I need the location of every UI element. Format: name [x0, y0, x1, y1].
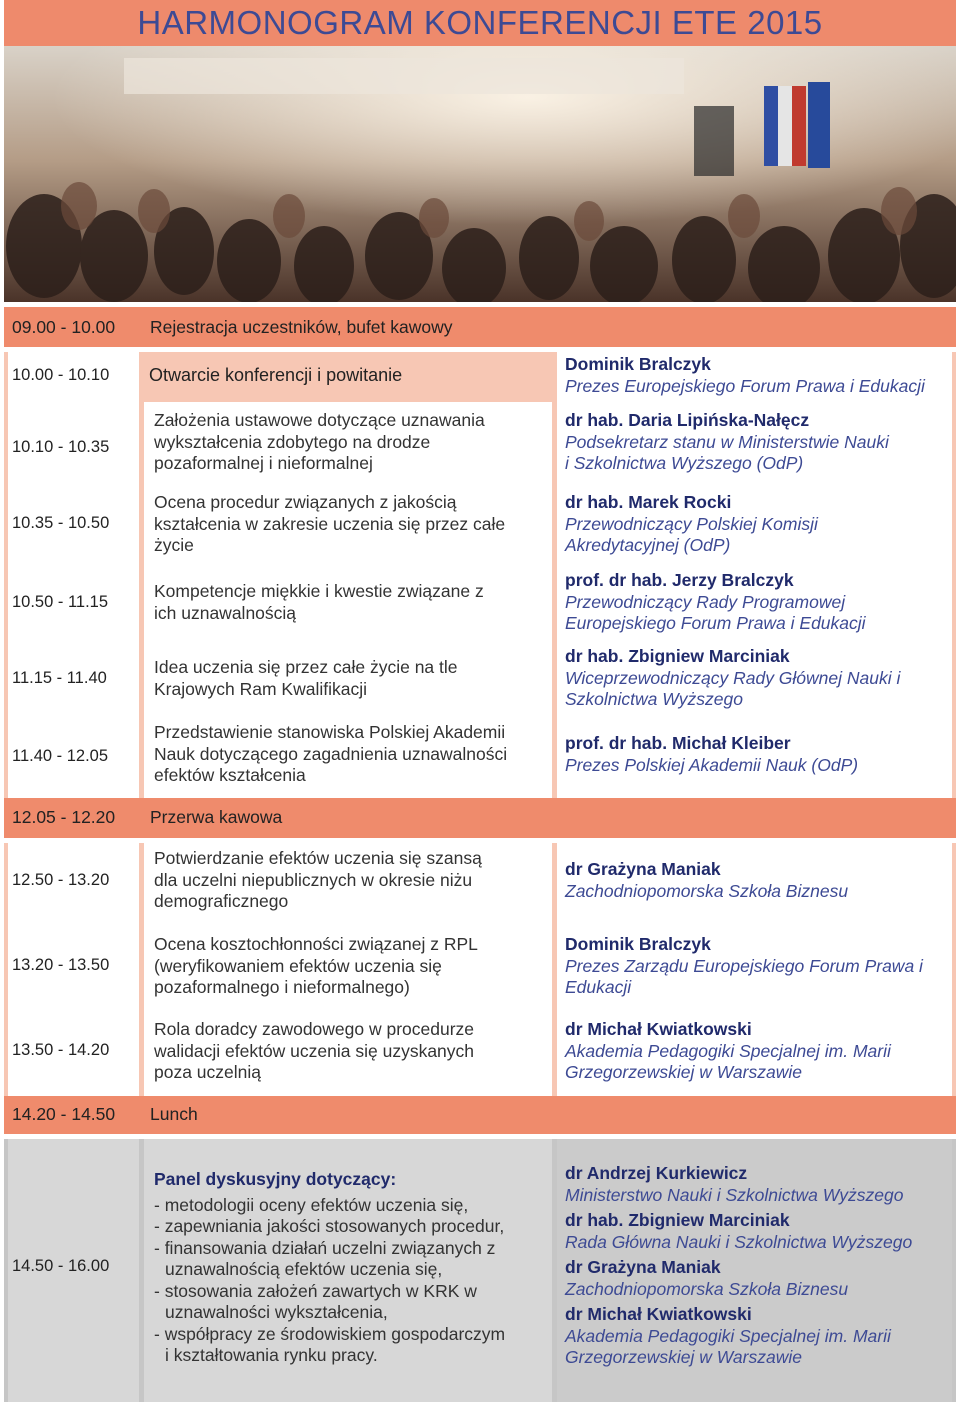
topic-line: Rola doradcy zawodowego w procedurze: [154, 1019, 475, 1039]
speaker-name: dr hab. Marek Rocki: [565, 492, 732, 512]
afternoon-block: [4, 843, 956, 1096]
session-topic: [154, 848, 482, 913]
speaker-role: Zachodniopomorska Szkoła Biznesu: [565, 880, 849, 901]
topic-line: ich uznawalnością: [154, 602, 297, 623]
speaker-role: Europejskiego Forum Prawa i Edukacji: [565, 613, 866, 633]
list-item: uznawalności wykształcenia,: [165, 1302, 388, 1322]
panel-topics: [154, 1169, 554, 1367]
speaker-role: Akademia Pedagogiki Specjalnej im. Marii Grzegorzewskiej w Warszawie: [565, 1325, 891, 1367]
session-time: 13.20 - 13.50: [12, 956, 110, 974]
panel-title: Panel dyskusyjny dotyczący:: [154, 1169, 397, 1189]
session-topic: [154, 492, 505, 557]
list-item: - współpracy ze środowiskiem gospodarczym: [154, 1323, 506, 1344]
speaker-role: Ministerstwo Nauki i Szkolnictwa Wyższego: [565, 1184, 904, 1205]
break-row-coffee: [4, 798, 956, 838]
speaker-name: prof. dr hab. Jerzy Bralczyk: [565, 570, 794, 590]
session-topic: [154, 581, 484, 624]
panel-time: 14.50 - 16.00: [12, 1257, 110, 1275]
speaker-role: Wiceprzewodniczący Rady Głównej Nauki i: [565, 667, 901, 688]
session-speaker: [565, 1019, 891, 1084]
session-time: 10.50 - 11.15: [12, 593, 109, 611]
speaker-role: Prezes Europejskiego Forum Prawa i Edukacji: [565, 375, 925, 396]
session-time: 11.40 - 12.05: [12, 747, 109, 765]
session-speaker: [565, 646, 900, 711]
break-time: 14.20 - 14.50: [12, 1104, 116, 1124]
topic-line: Założenia ustawowe dotyczące uznawania: [154, 410, 485, 430]
morning-time-column: [8, 352, 139, 798]
speaker-name: dr hab. Zbigniew Marciniak: [565, 646, 790, 666]
topic-line: Ocena kosztochłonności związanej z RPL: [154, 934, 478, 954]
session-time: 12.50 - 13.20: [12, 871, 110, 889]
topic-line: demograficznego: [154, 891, 289, 911]
topic-line: Krajowych Ram Kwalifikacji: [154, 678, 367, 699]
speaker-name: dr Andrzej Kurkiewicz: [565, 1163, 748, 1183]
speaker-role: Podsekretarz stanu w Ministerstwie Nauki: [565, 431, 889, 452]
session-time: 13.50 - 14.20: [12, 1041, 110, 1059]
audience-illustration: [4, 46, 956, 302]
session-speaker: [565, 492, 818, 557]
speaker-name: dr Michał Kwiatkowski: [565, 1019, 752, 1039]
list-item: - zapewniania jakości stosowanych procedur,: [154, 1216, 505, 1236]
session-speaker: [565, 934, 923, 999]
topic-line: Idea uczenia się przez całe życie na tle: [154, 657, 458, 677]
speaker-role: i Szkolnictwa Wyższego (OdP): [565, 453, 804, 473]
speaker-name: Dominik Bralczyk: [565, 354, 711, 374]
list-item: - metodologii oceny efektów uczenia się,: [154, 1194, 469, 1215]
topic-line: pozaformalnego i nieformalnego): [154, 977, 410, 997]
speaker-role: Grzegorzewskiej w Warszawie: [565, 1062, 802, 1082]
list-item: - finansowania działań uczelni związanych z: [154, 1237, 496, 1258]
topic-line: dla uczelni niepublicznych w okresie niżu: [154, 869, 473, 890]
speaker-role: Zachodniopomorska Szkoła Biznesu: [565, 1278, 849, 1299]
list-item: uznawalnością efektów uczenia się,: [165, 1259, 443, 1279]
morning-block: [4, 352, 956, 798]
session-topic: [154, 1019, 474, 1084]
topic-line: wykształcenia zdobytego na drodze: [154, 431, 431, 452]
topic-line: poza uczelnią: [154, 1062, 262, 1082]
session-topic: [154, 934, 478, 999]
session-speaker: [565, 570, 866, 635]
session-speaker: [565, 410, 889, 475]
topic-line: (weryfikowaniem efektów uczenia się: [154, 955, 442, 976]
break-label: Lunch: [150, 1104, 198, 1124]
break-time: 09.00 - 10.00: [12, 317, 116, 337]
page-title: HARMONOGRAM KONFERENCJI ETE 2015: [137, 4, 823, 41]
speaker-role: Szkolnictwa Wyższego: [565, 689, 743, 709]
topic-line: życie: [154, 535, 194, 555]
session-time: 11.15 - 11.40: [12, 669, 107, 687]
speaker-role: Prezes Polskiej Akademii Nauk (OdP): [565, 754, 859, 775]
speaker-name: dr hab. Zbigniew Marciniak: [565, 1210, 790, 1230]
topic-line: Nauk dotyczącego zagadnienia uznawalności: [154, 743, 508, 764]
topic-line: walidacji efektów uczenia się uzyskanych: [154, 1040, 475, 1061]
break-label: Rejestracja uczestników, bufet kawowy: [150, 317, 453, 337]
conference-photo: [4, 46, 956, 302]
speaker-role: Akademia Pedagogiki Specjalnej im. Marii: [565, 1040, 891, 1061]
break-label: Przerwa kawowa: [150, 807, 283, 827]
topic-line: Ocena procedur związanych z jakością: [154, 492, 457, 512]
session-time: 10.10 - 10.35: [12, 438, 110, 456]
topic-line: pozaformalnej i nieformalnej: [154, 453, 373, 473]
speaker-name: prof. dr hab. Michał Kleiber: [565, 733, 791, 753]
speaker-role: Edukacji: [565, 977, 632, 997]
list-item: - stosowania założeń zawartych w KRK w: [154, 1280, 477, 1301]
break-time: 12.05 - 12.20: [12, 807, 116, 827]
topic-line: Kompetencje miękkie i kwestie związane z: [154, 581, 484, 601]
session-topic: [154, 722, 507, 787]
session-speaker: [565, 733, 858, 776]
opening-speaker: [565, 354, 925, 397]
topic-line: Potwierdzanie efektów uczenia się szansą: [154, 848, 482, 868]
topic-line: kształcenia w zakresie uczenia się przez całe: [154, 513, 506, 534]
session-topic: [154, 410, 485, 475]
speaker-role: Rada Główna Nauki i Szkolnictwa Wyższego: [565, 1231, 913, 1252]
opening-time: 10.00 - 10.10: [12, 366, 110, 384]
speaker-name: dr hab. Daria Lipińska-Nałęcz: [565, 410, 810, 430]
break-row-lunch: [4, 1096, 956, 1134]
speaker-name: Dominik Bralczyk: [565, 934, 711, 954]
break-row-registration: [4, 307, 956, 347]
speaker-name: dr Michał Kwiatkowski: [565, 1304, 752, 1324]
session-topic: [154, 657, 458, 700]
speaker-role: Przewodniczący Rady Programowej: [565, 591, 846, 612]
session-time: 10.35 - 10.50: [12, 514, 110, 532]
list-item: i kształtowania rynku pracy.: [165, 1345, 378, 1365]
speaker-role: Prezes Zarządu Europejskiego Forum Prawa i: [565, 955, 923, 976]
panel-block: [4, 1139, 956, 1402]
speaker-role: Przewodniczący Polskiej Komisji: [565, 513, 818, 534]
header-bar: [4, 0, 956, 46]
speaker-name: dr Grażyna Maniak: [565, 1257, 721, 1277]
speaker-name: dr Grażyna Maniak: [565, 859, 721, 879]
topic-line: efektów kształcenia: [154, 765, 306, 785]
panel-speakers: [565, 1163, 912, 1369]
opening-label: Otwarcie konferencji i powitanie: [149, 365, 403, 385]
panel-list: [154, 1195, 554, 1367]
topic-line: Przedstawienie stanowiska Polskiej Akademii: [154, 722, 506, 742]
speaker-role: Akredytacyjnej (OdP): [565, 535, 731, 555]
session-speaker: [565, 859, 848, 902]
